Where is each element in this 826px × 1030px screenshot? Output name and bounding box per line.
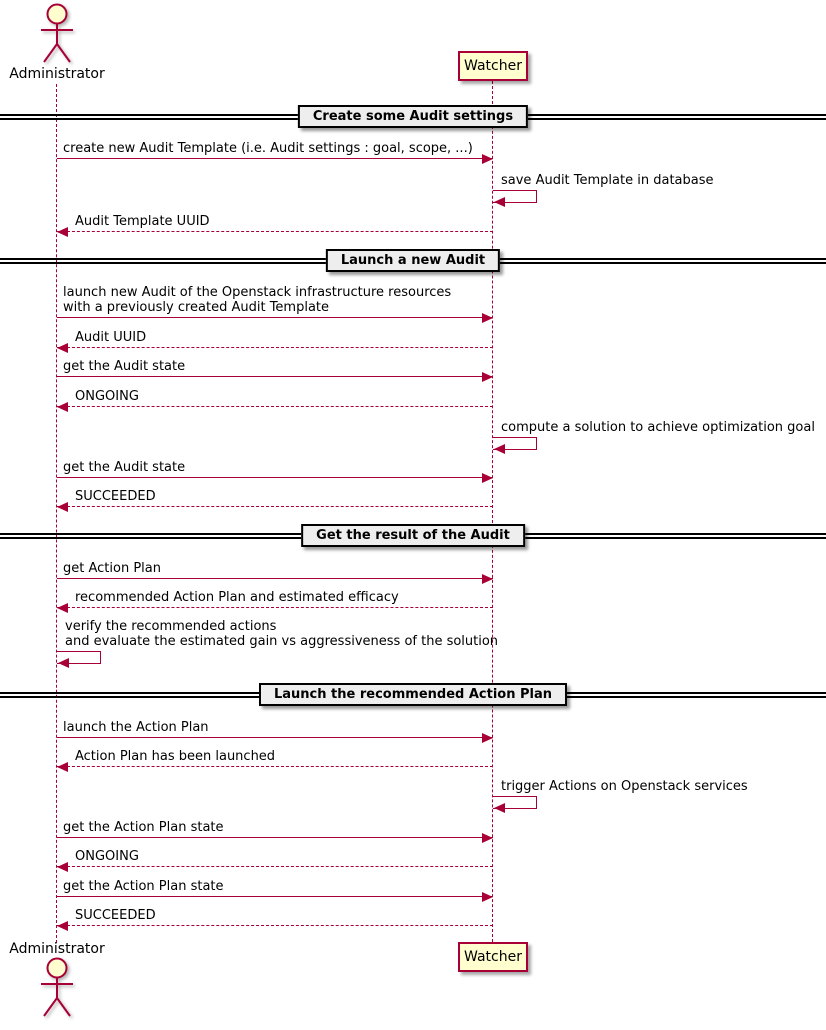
- message-line-7: [57, 376, 493, 377]
- message-line-18: [57, 766, 493, 767]
- message-arrowhead-14: [57, 603, 68, 613]
- message-arrowhead-10: [482, 473, 493, 483]
- message-arrowhead-23: [57, 921, 68, 931]
- self-message-text-15-line: verify the recommended actions: [65, 619, 277, 634]
- message-line-5: [57, 317, 493, 318]
- stick-figure-icon: [37, 957, 77, 1019]
- message-arrowhead-11: [57, 502, 68, 512]
- message-line-10: [57, 477, 493, 478]
- message-text-18: [75, 749, 275, 764]
- self-message-arrowhead-2: [494, 197, 505, 207]
- message-text-10: [63, 460, 185, 475]
- message-text-21-line: ONGOING: [75, 849, 139, 864]
- self-message-text-19-line: trigger Actions on Openstack services: [501, 779, 748, 794]
- message-line-22: [57, 896, 493, 897]
- message-text-20-line: get the Action Plan state: [63, 820, 224, 835]
- actor-administrator-label-bottom: Administrator: [9, 941, 105, 957]
- self-message-arrowhead-19: [494, 803, 505, 813]
- message-text-11-line: SUCCEEDED: [75, 489, 156, 504]
- message-text-1: [63, 141, 473, 156]
- message-text-3: [75, 214, 210, 229]
- message-text-17-line: launch the Action Plan: [63, 720, 209, 735]
- divider-label-12: Get the result of the Audit: [301, 524, 525, 547]
- message-line-8: [57, 406, 493, 407]
- message-text-14: [75, 590, 399, 605]
- stick-figure-icon: [37, 3, 77, 65]
- message-text-14-line: recommended Action Plan and estimated efficacy: [75, 590, 399, 605]
- message-arrowhead-20: [482, 833, 493, 843]
- message-line-3: [57, 231, 493, 232]
- message-text-18-line: Action Plan has been launched: [75, 749, 276, 764]
- message-text-5: [63, 285, 451, 315]
- message-line-20: [57, 837, 493, 838]
- message-text-21: [75, 849, 139, 864]
- lifeline-watcher: [492, 81, 493, 942]
- self-message-arrowhead-15: [58, 658, 69, 668]
- message-text-1-line: create new Audit Template (i.e. Audit settings : goal, scope, ...): [63, 141, 473, 156]
- self-message-text-9: [501, 420, 815, 435]
- actor-administrator-top: [37, 3, 77, 65]
- message-arrowhead-1: [482, 154, 493, 164]
- self-message-text-2: [501, 173, 714, 188]
- message-text-8-line: ONGOING: [75, 389, 139, 404]
- message-text-23-line: SUCCEEDED: [75, 908, 156, 923]
- message-text-20: [63, 820, 224, 835]
- message-arrowhead-13: [482, 574, 493, 584]
- message-arrowhead-5: [482, 313, 493, 323]
- lifeline-administrator: [56, 84, 57, 943]
- message-text-5-line: launch new Audit of the Openstack infrastructure resources: [63, 285, 452, 300]
- message-line-17: [57, 737, 493, 738]
- message-text-13: [63, 561, 161, 576]
- message-arrowhead-3: [57, 227, 68, 237]
- message-line-13: [57, 578, 493, 579]
- divider-label-0: Create some Audit settings: [298, 105, 528, 128]
- message-text-11: [75, 489, 156, 504]
- message-line-23: [57, 925, 493, 926]
- participant-watcher-bottom: Watcher: [458, 942, 528, 972]
- message-line-1: [57, 158, 493, 159]
- self-message-text-15: [65, 619, 498, 649]
- message-arrowhead-18: [57, 762, 68, 772]
- message-arrowhead-8: [57, 402, 68, 412]
- message-arrowhead-7: [482, 372, 493, 382]
- message-arrowhead-21: [57, 862, 68, 872]
- message-line-14: [57, 607, 493, 608]
- message-line-6: [57, 347, 493, 348]
- divider-label-16: Launch the recommended Action Plan: [259, 683, 567, 706]
- message-text-17: [63, 720, 209, 735]
- message-arrowhead-17: [482, 733, 493, 743]
- message-arrowhead-22: [482, 892, 493, 902]
- message-text-6: [75, 330, 146, 345]
- message-text-13-line: get Action Plan: [63, 561, 161, 576]
- message-text-7-line: get the Audit state: [63, 359, 186, 374]
- actor-administrator-bottom: [37, 957, 77, 1019]
- message-text-22: [63, 879, 224, 894]
- self-message-text-19: [501, 779, 748, 794]
- message-text-7: [63, 359, 185, 374]
- self-message-text-9-line: compute a solution to achieve optimization goal: [501, 420, 815, 435]
- message-line-11: [57, 506, 493, 507]
- message-text-3-line: Audit Template UUID: [75, 214, 210, 229]
- divider-label-4: Launch a new Audit: [326, 249, 500, 272]
- message-text-5-line: with a previously created Audit Template: [63, 300, 330, 315]
- actor-administrator-label-top: Administrator: [9, 66, 105, 82]
- message-text-6-line: Audit UUID: [75, 330, 147, 345]
- self-message-arrowhead-9: [494, 444, 505, 454]
- message-text-22-line: get the Action Plan state: [63, 879, 224, 894]
- message-line-21: [57, 866, 493, 867]
- participant-watcher-top: Watcher: [458, 51, 528, 81]
- message-text-23: [75, 908, 156, 923]
- self-message-text-2-line: save Audit Template in database: [501, 173, 714, 188]
- self-message-text-15-line: and evaluate the estimated gain vs aggressiveness of the solution: [65, 634, 499, 649]
- message-arrowhead-6: [57, 343, 68, 353]
- message-text-8: [75, 389, 139, 404]
- message-text-10-line: get the Audit state: [63, 460, 186, 475]
